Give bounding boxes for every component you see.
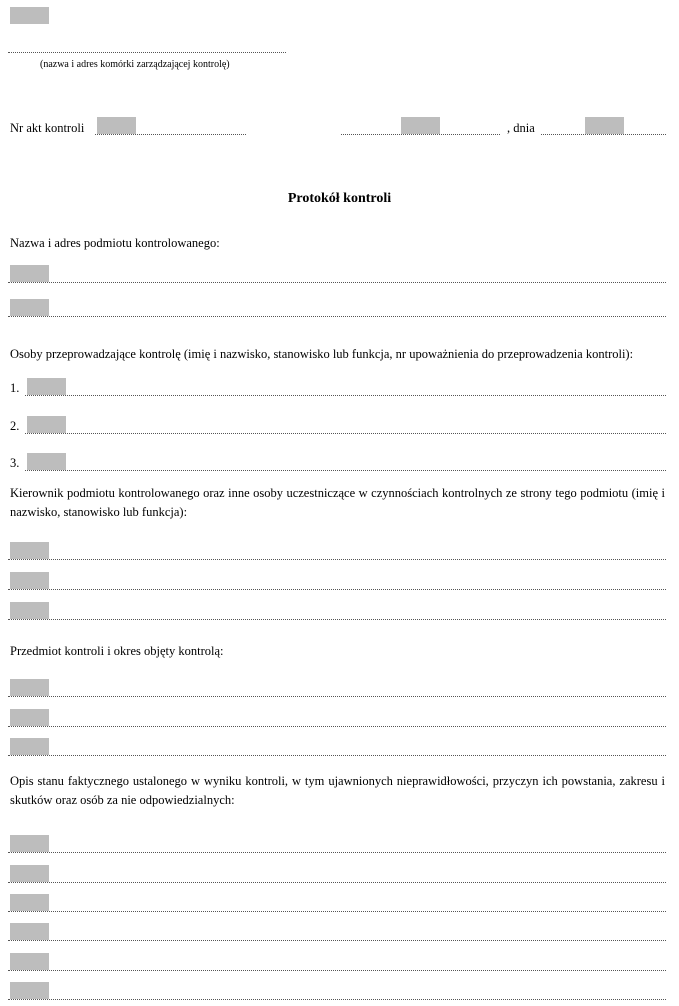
inspector-number-3: 3. — [10, 456, 20, 470]
head-line-1 — [8, 559, 666, 560]
entity-field-1[interactable] — [10, 265, 49, 282]
date-field[interactable] — [585, 117, 624, 134]
description-line-6 — [8, 999, 666, 1000]
description-field-4[interactable] — [10, 923, 49, 940]
file-number-label: Nr akt kontroli — [10, 121, 85, 135]
head-label: Kierownik podmiotu kontrolowanego oraz inne osoby uczestniczące w czynnościach kontrolnych ze strony tego podmiotu (imię i nazwisko, stanowisko lub funkcja): — [10, 486, 665, 519]
entity-line-2 — [8, 316, 666, 317]
subject-field-3[interactable] — [10, 738, 49, 755]
description-field-5[interactable] — [10, 953, 49, 970]
place-line — [341, 134, 500, 135]
subject-line-1 — [8, 696, 666, 697]
unit-name-field[interactable] — [10, 7, 49, 24]
description-line-2 — [8, 882, 666, 883]
document-title: Protokół kontroli — [287, 191, 392, 206]
inspectors-label: Osoby przeprowadzające kontrolę (imię i nazwisko, stanowisko lub funkcja, nr upoważnienia do przeprowadzenia kontroli): — [10, 347, 634, 361]
head-field-3[interactable] — [10, 602, 49, 619]
inspector-field-2[interactable] — [27, 416, 66, 433]
description-line-4 — [8, 940, 666, 941]
description-line-5 — [8, 970, 666, 971]
inspector-line-3 — [25, 470, 666, 471]
subject-line-2 — [8, 726, 666, 727]
inspector-line-1 — [25, 395, 666, 396]
description-field-6[interactable] — [10, 982, 49, 999]
inspector-line-2 — [25, 433, 666, 434]
description-field-2[interactable] — [10, 865, 49, 882]
description-label: Opis stanu faktycznego ustalonego w wyniku kontroli, w tym ujawnionych nieprawidłowości, przyczyn ich powstania, zakresu i skutków oraz osób za nie odpowiedzialnych: — [10, 774, 665, 807]
date-label: , dnia — [507, 121, 535, 135]
place-field[interactable] — [401, 117, 440, 134]
inspector-number-2: 2. — [10, 419, 20, 433]
inspector-field-3[interactable] — [27, 453, 66, 470]
subject-field-2[interactable] — [10, 709, 49, 726]
entity-field-2[interactable] — [10, 299, 49, 316]
subject-line-3 — [8, 755, 666, 756]
head-field-1[interactable] — [10, 542, 49, 559]
inspector-number-1: 1. — [10, 381, 20, 395]
description-line-1 — [8, 852, 666, 853]
description-line-3 — [8, 911, 666, 912]
description-field-3[interactable] — [10, 894, 49, 911]
head-line-3 — [8, 619, 666, 620]
description-field-1[interactable] — [10, 835, 49, 852]
unit-caption: (nazwa i adres komórki zarządzającej kontrolę) — [40, 59, 230, 70]
head-line-2 — [8, 589, 666, 590]
entity-label: Nazwa i adres podmiotu kontrolowanego: — [10, 236, 220, 250]
unit-name-line — [8, 52, 286, 53]
file-number-field[interactable] — [97, 117, 136, 134]
subject-field-1[interactable] — [10, 679, 49, 696]
file-number-line — [95, 134, 246, 135]
head-field-2[interactable] — [10, 572, 49, 589]
inspector-field-1[interactable] — [27, 378, 66, 395]
subject-label: Przedmiot kontroli i okres objęty kontrolą: — [10, 644, 224, 658]
entity-line-1 — [8, 282, 666, 283]
date-line — [541, 134, 666, 135]
